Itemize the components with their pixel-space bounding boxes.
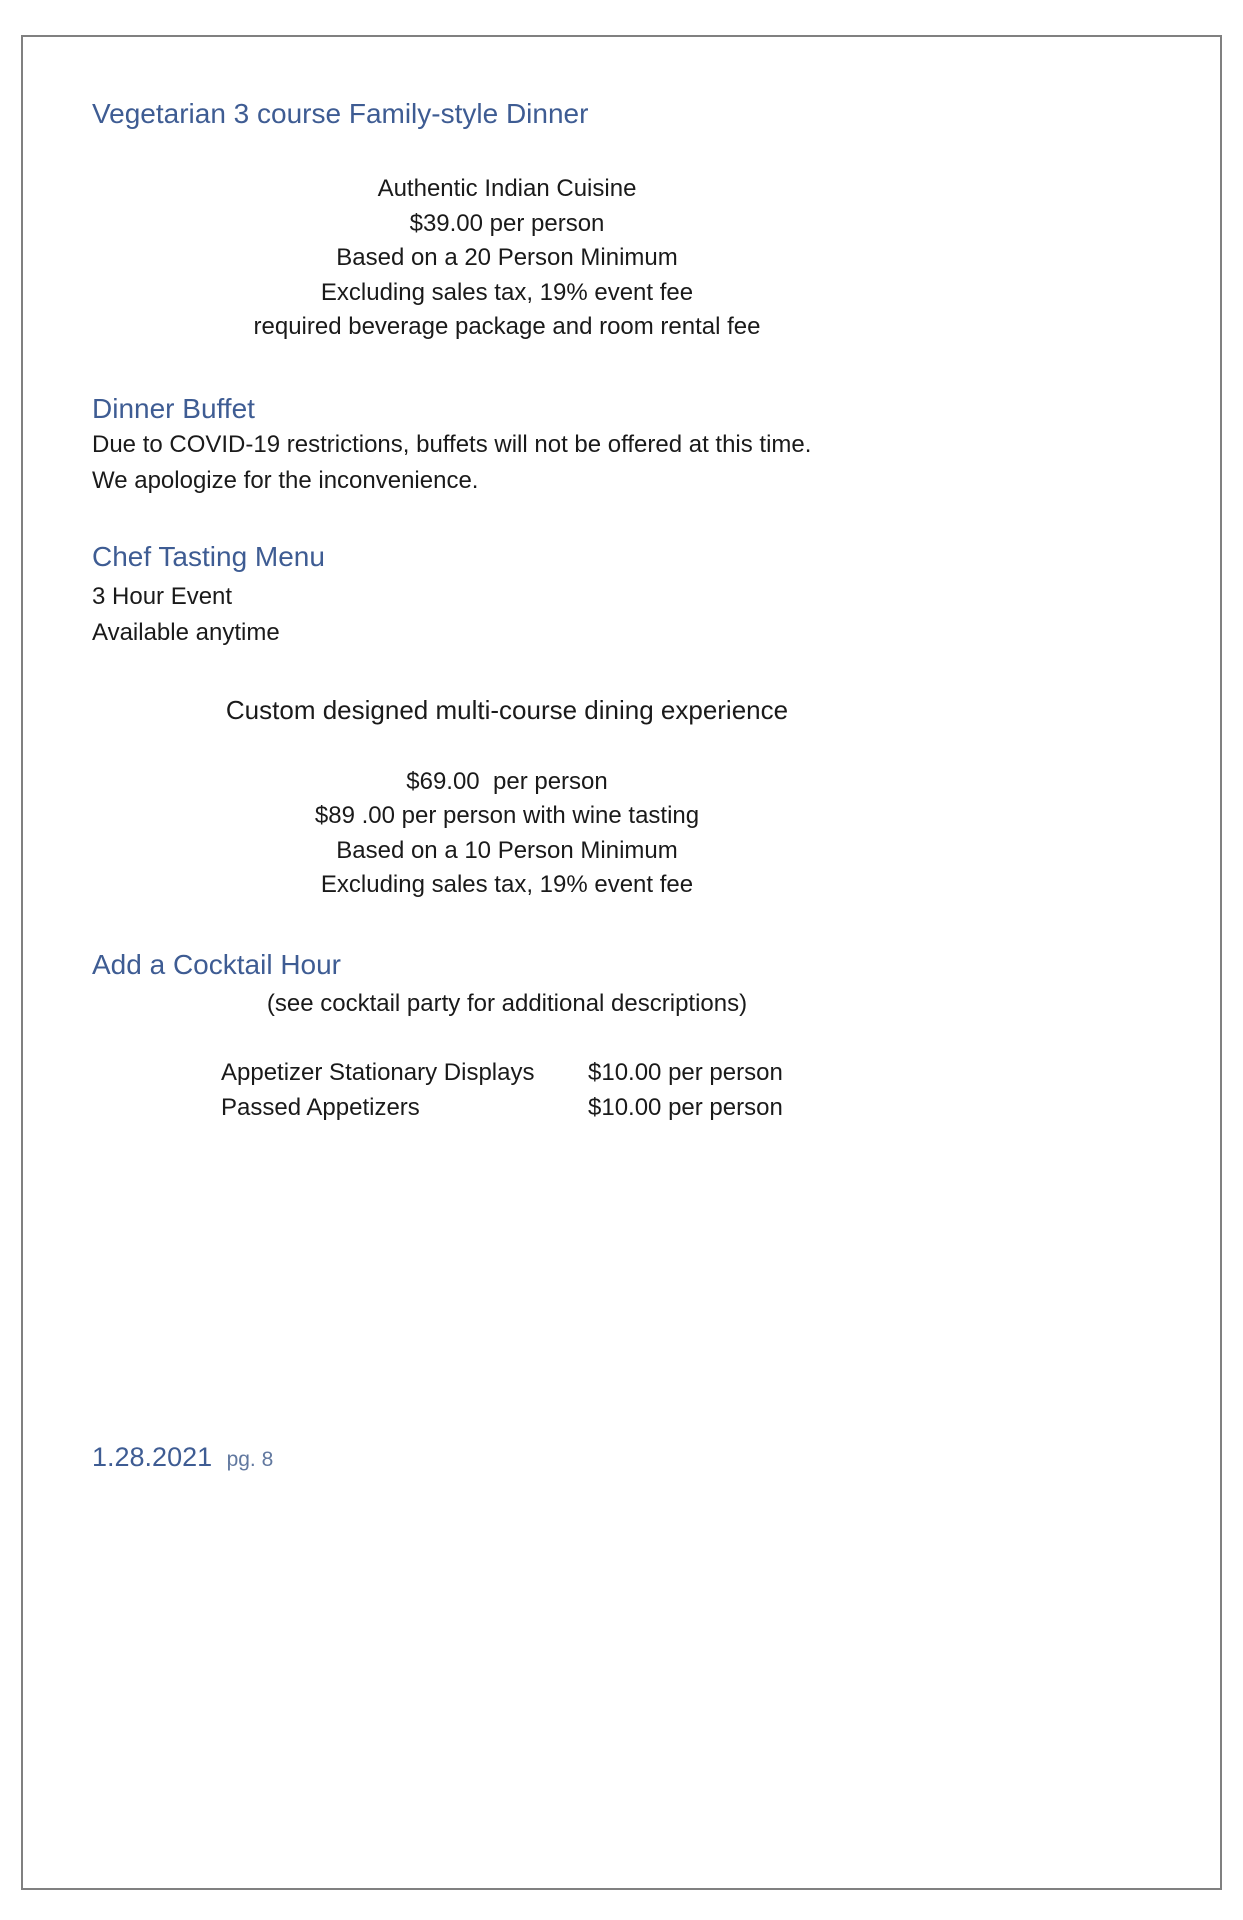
menu-line-price-wine: $89 .00 per person with wine tasting [314,802,700,829]
chef-tasting-subtitle: Custom designed multi-course dining experience [225,694,789,725]
menu-line-requirements: required beverage package and room rental fee [253,313,761,340]
item-label-stationary-displays: Appetizer Stationary Displays [221,1058,535,1086]
section-heading-chef-tasting: Chef Tasting Menu [92,540,325,572]
dinner-buffet-details [92,427,1151,499]
page-content [92,0,1151,1125]
body-line-covid-notice: Due to COVID-19 restrictions, buffets will not be offered at this time. [92,430,812,458]
page-footer [92,1442,273,1473]
section-heading-cocktail-hour: Add a Cocktail Hour [92,948,342,980]
cocktail-hour-note: (see cocktail party for additional descriptions) [266,989,748,1017]
vegetarian-dinner-details [92,172,922,345]
section-heading-vegetarian-dinner: Vegetarian 3 course Family-style Dinner [92,98,589,129]
menu-line-minimum: Based on a 20 Person Minimum [336,244,678,271]
item-label-passed-appetizers: Passed Appetizers [221,1093,420,1121]
body-line-availability: Available anytime [92,618,280,646]
body-line-apology: We apologize for the inconvenience. [92,466,479,494]
chef-tasting-pricing [92,765,922,903]
item-price-stationary-displays: $10.00 per person [588,1058,783,1086]
menu-line-price: $39.00 per person [409,209,605,237]
body-line-event-duration: 3 Hour Event [92,582,233,610]
footer-page-number: pg. 8 [226,1448,274,1471]
menu-line-exclusions: Excluding sales tax, 19% event fee [320,871,694,898]
menu-line-exclusions: Excluding sales tax, 19% event fee [320,278,694,306]
item-price-passed-appetizers: $10.00 per person [588,1093,783,1121]
menu-line-price: $69.00 per person [406,767,608,795]
menu-line-minimum: Based on a 10 Person Minimum [336,836,678,864]
section-heading-dinner-buffet: Dinner Buffet [92,392,255,424]
chef-tasting-details [92,579,1151,651]
cocktail-hour-items [221,1055,1151,1125]
menu-line-cuisine: Authentic Indian Cuisine [377,175,637,202]
footer-date: 1.28.2021 [92,1442,213,1472]
